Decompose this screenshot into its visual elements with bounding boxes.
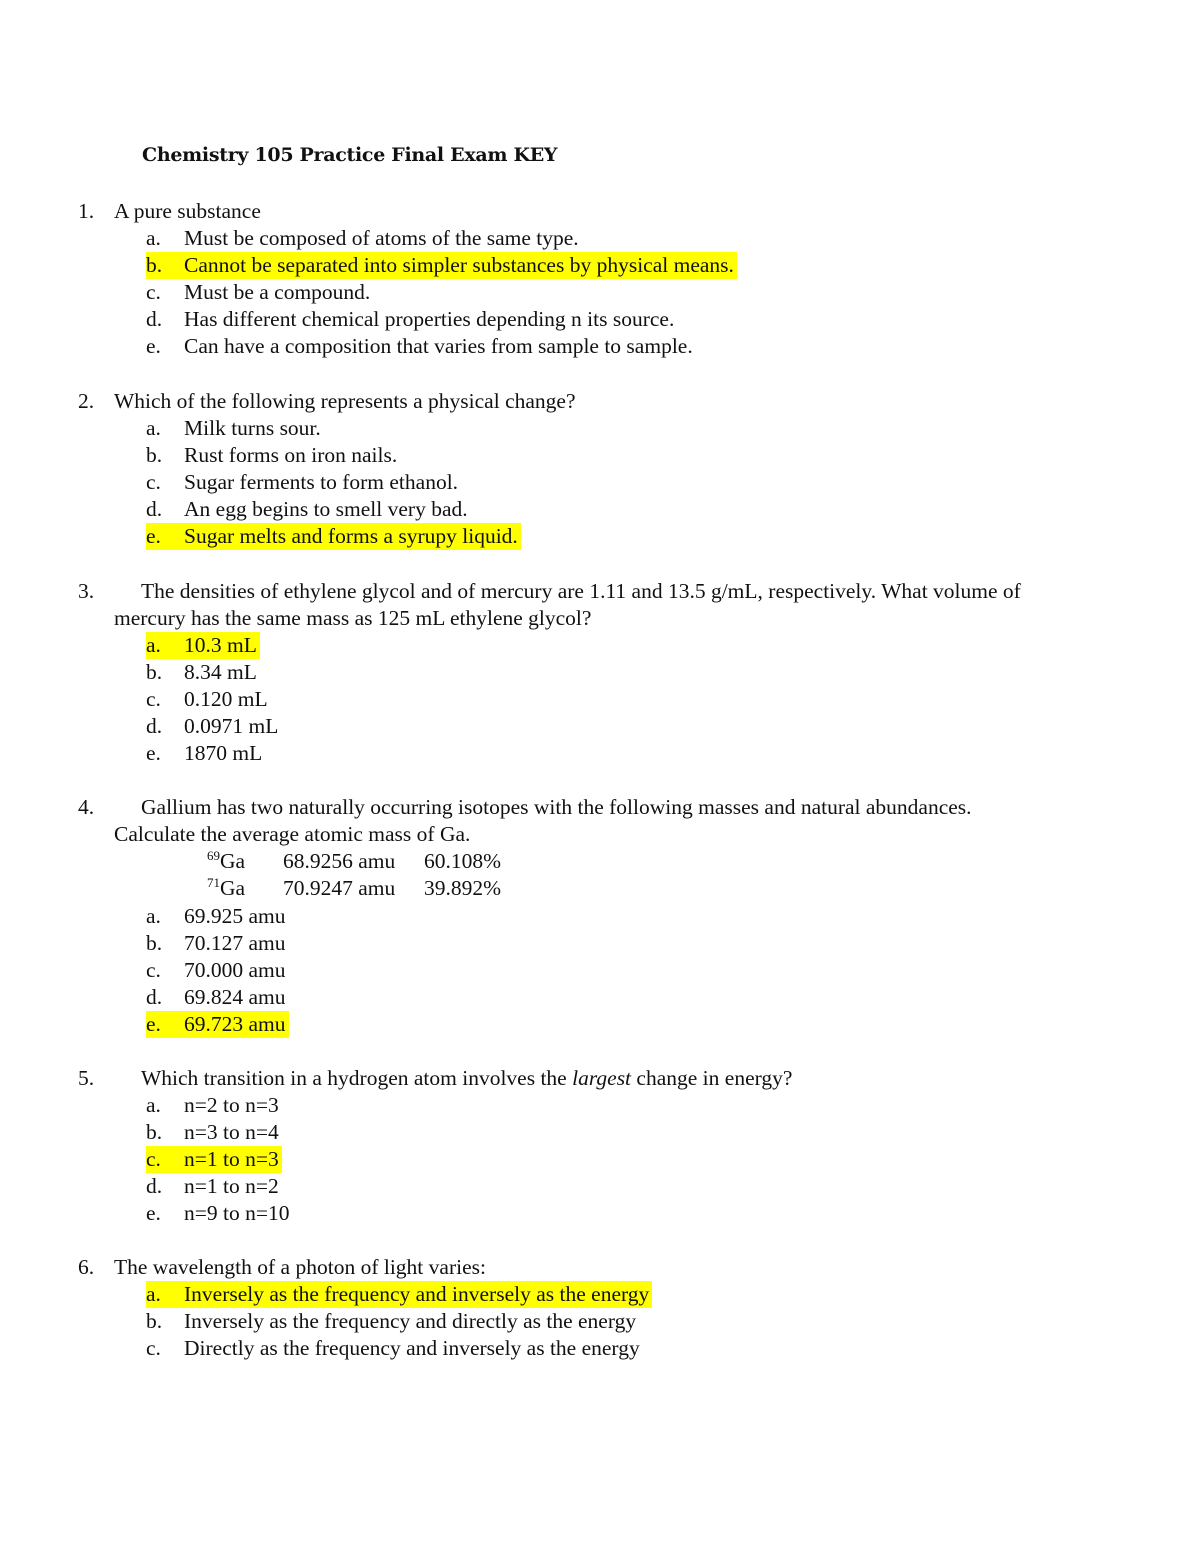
option-2e-correct bbox=[146, 523, 521, 550]
option-letter: e. bbox=[146, 1201, 161, 1225]
option-1b-correct bbox=[146, 252, 737, 279]
option-letter: d. bbox=[146, 985, 163, 1009]
option-2b bbox=[146, 442, 400, 469]
isotope-mass: 68.9256 amu bbox=[283, 849, 396, 873]
option-letter: c. bbox=[146, 470, 161, 494]
question-text-part: Which transition in a hydrogen atom involves the bbox=[141, 1066, 573, 1090]
element-symbol: Ga bbox=[220, 849, 246, 873]
option-text: 10.3 mL bbox=[184, 633, 257, 657]
option-text: 1870 mL bbox=[184, 741, 263, 765]
option-letter: d. bbox=[146, 497, 163, 521]
option-letter: b. bbox=[146, 660, 163, 684]
option-text: Cannot be separated into simpler substances by physical means. bbox=[184, 253, 734, 277]
option-4a bbox=[146, 903, 289, 930]
option-3a-correct bbox=[146, 632, 260, 659]
option-letter: b. bbox=[146, 1120, 163, 1144]
option-text: Rust forms on iron nails. bbox=[184, 443, 398, 467]
question-text-line2: mercury has the same mass as 125 mL ethylene glycol? bbox=[114, 606, 592, 630]
option-4c bbox=[146, 957, 289, 984]
option-1d bbox=[146, 306, 677, 333]
option-5e bbox=[146, 1200, 292, 1227]
option-letter: d. bbox=[146, 714, 163, 738]
isotope-abundance: 39.892% bbox=[424, 876, 502, 900]
option-letter: a. bbox=[146, 1093, 161, 1117]
option-text: Must be a compound. bbox=[184, 280, 371, 304]
option-5d bbox=[146, 1173, 282, 1200]
option-text: 8.34 mL bbox=[184, 660, 257, 684]
option-4b bbox=[146, 930, 289, 957]
option-letter: a. bbox=[146, 1282, 161, 1306]
option-letter: b. bbox=[146, 253, 163, 277]
element-symbol: Ga bbox=[220, 876, 246, 900]
question-number: 3. bbox=[78, 579, 95, 603]
question-number: 2. bbox=[78, 389, 95, 413]
option-6b bbox=[146, 1308, 639, 1335]
question-text-part: change in energy? bbox=[631, 1066, 793, 1090]
option-text: An egg begins to smell very bad. bbox=[184, 497, 468, 521]
isotope-mass: 70.9247 amu bbox=[283, 876, 396, 900]
option-text: 69.723 amu bbox=[184, 1012, 286, 1036]
option-text: Milk turns sour. bbox=[184, 416, 321, 440]
question-text: A pure substance bbox=[114, 199, 261, 223]
option-text: 70.127 amu bbox=[184, 931, 286, 955]
option-4d bbox=[146, 984, 289, 1011]
option-letter: c. bbox=[146, 958, 161, 982]
question-number: 5. bbox=[78, 1066, 95, 1090]
option-5b bbox=[146, 1119, 282, 1146]
option-text: 0.0971 mL bbox=[184, 714, 279, 738]
option-text: Sugar melts and forms a syrupy liquid. bbox=[184, 524, 518, 548]
question-text-line1: Gallium has two naturally occurring isotopes with the following masses and natural abundances. bbox=[141, 795, 972, 819]
question-number: 4. bbox=[78, 795, 95, 819]
option-6c bbox=[146, 1335, 643, 1362]
option-text: Has different chemical properties depending n its source. bbox=[184, 307, 675, 331]
option-3c bbox=[146, 686, 271, 713]
question-text: The wavelength of a photon of light varies: bbox=[114, 1255, 486, 1279]
option-letter: b. bbox=[146, 1309, 163, 1333]
option-1c bbox=[146, 279, 373, 306]
option-text: Sugar ferments to form ethanol. bbox=[184, 470, 459, 494]
page-title: Chemistry 105 Practice Final Exam KEY bbox=[142, 144, 558, 166]
question-text-line1: The densities of ethylene glycol and of mercury are 1.11 and 13.5 g/mL, respectively. What volume of bbox=[141, 579, 1021, 603]
option-letter: a. bbox=[146, 904, 161, 928]
option-letter: d. bbox=[146, 1174, 163, 1198]
question-text-emphasis: largest bbox=[572, 1066, 632, 1090]
option-letter: a. bbox=[146, 416, 161, 440]
option-letter: c. bbox=[146, 687, 161, 711]
isotope-mass-number: 71 bbox=[207, 875, 220, 890]
question-text bbox=[141, 1065, 792, 1092]
isotope-symbol bbox=[207, 848, 245, 875]
option-letter: c. bbox=[146, 280, 161, 304]
option-4e-correct bbox=[146, 1011, 289, 1038]
option-3e bbox=[146, 740, 265, 767]
isotope-abundance: 60.108% bbox=[424, 849, 502, 873]
question-number: 6. bbox=[78, 1255, 95, 1279]
option-letter: a. bbox=[146, 633, 161, 657]
option-text: Must be composed of atoms of the same type. bbox=[184, 226, 579, 250]
option-letter: b. bbox=[146, 931, 163, 955]
option-text: 70.000 amu bbox=[184, 958, 286, 982]
option-letter: c. bbox=[146, 1336, 161, 1360]
option-text: 0.120 mL bbox=[184, 687, 268, 711]
question-number: 1. bbox=[78, 199, 95, 223]
option-text: Inversely as the frequency and directly as the energy bbox=[184, 1309, 637, 1333]
option-text: 69.925 amu bbox=[184, 904, 286, 928]
option-text: n=1 to n=2 bbox=[184, 1174, 279, 1198]
question-text-line2: Calculate the average atomic mass of Ga. bbox=[114, 822, 471, 846]
option-2a bbox=[146, 415, 324, 442]
option-2d bbox=[146, 496, 471, 523]
option-letter: e. bbox=[146, 741, 161, 765]
option-text: n=9 to n=10 bbox=[184, 1201, 290, 1225]
option-1e bbox=[146, 333, 696, 360]
option-letter: a. bbox=[146, 226, 161, 250]
option-1a bbox=[146, 225, 582, 252]
option-letter: c. bbox=[146, 1147, 161, 1171]
option-text: n=3 to n=4 bbox=[184, 1120, 279, 1144]
option-2c bbox=[146, 469, 461, 496]
question-text: Which of the following represents a physical change? bbox=[114, 389, 576, 413]
isotope-mass-number: 69 bbox=[207, 848, 220, 863]
option-text: 69.824 amu bbox=[184, 985, 286, 1009]
option-letter: b. bbox=[146, 443, 163, 467]
option-5a bbox=[146, 1092, 282, 1119]
option-6a-correct bbox=[146, 1281, 652, 1308]
option-letter: e. bbox=[146, 334, 161, 358]
option-text: Inversely as the frequency and inversely as the energy bbox=[184, 1282, 650, 1306]
option-text: n=1 to n=3 bbox=[184, 1147, 279, 1171]
option-letter: e. bbox=[146, 524, 161, 548]
option-5c-correct bbox=[146, 1146, 282, 1173]
option-3d bbox=[146, 713, 281, 740]
option-text: Directly as the frequency and inversely as the energy bbox=[184, 1336, 640, 1360]
isotope-symbol bbox=[207, 875, 245, 902]
option-3b bbox=[146, 659, 260, 686]
option-letter: d. bbox=[146, 307, 163, 331]
option-text: n=2 to n=3 bbox=[184, 1093, 279, 1117]
option-text: Can have a composition that varies from sample to sample. bbox=[184, 334, 693, 358]
option-letter: e. bbox=[146, 1012, 161, 1036]
